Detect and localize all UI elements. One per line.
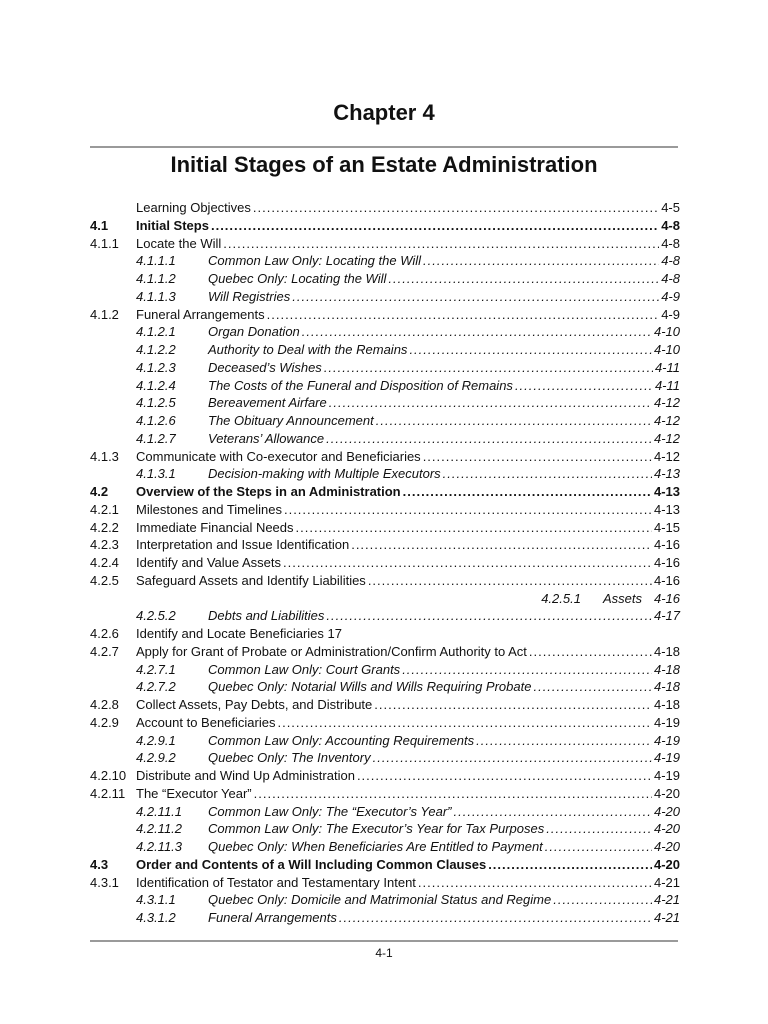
toc-entry[interactable] <box>90 270 680 288</box>
toc-entry-number: 4.1.3 <box>90 448 119 464</box>
toc-entry[interactable] <box>90 661 680 679</box>
toc-leader-dots <box>423 252 659 270</box>
toc-entry[interactable] <box>90 749 680 767</box>
page-number: 4-1 <box>375 946 393 960</box>
toc-entry[interactable] <box>90 235 680 253</box>
toc-entry[interactable] <box>90 554 680 572</box>
toc-leader-dots <box>423 448 652 466</box>
toc-entry[interactable] <box>90 288 680 306</box>
toc-entry[interactable] <box>90 714 680 732</box>
toc-entry[interactable] <box>90 359 680 377</box>
toc-entry-page: 4-20 <box>653 785 680 801</box>
toc-entry-number: 4.2.10 <box>90 768 127 783</box>
toc-entry-page: 4-20 <box>653 856 680 872</box>
toc-entry[interactable] <box>90 874 680 892</box>
toc-entry[interactable] <box>90 696 680 714</box>
toc-entry-title: Order and Contents of a Will Including Common Clauses <box>136 856 487 872</box>
toc-entry[interactable] <box>90 483 680 501</box>
toc-entry-number: 4.1.1.1 <box>136 253 176 269</box>
toc-leader-dots <box>476 732 652 750</box>
toc-leader-dots <box>283 554 652 572</box>
toc-entry-page: 4-19 <box>653 714 680 730</box>
toc-entry-number: 4.1.2 <box>90 306 119 322</box>
toc-entry[interactable] <box>90 856 680 874</box>
toc-entry-number: 4.3.1.1 <box>136 892 176 908</box>
toc-entry-title: Distribute and Wind Up Administration <box>136 768 355 783</box>
toc-leader-dots <box>409 341 652 359</box>
toc-entry-page: 4-8 <box>661 271 680 286</box>
toc-entry-page: 4-9 <box>661 288 680 304</box>
toc-leader-dots <box>223 235 659 253</box>
toc-entry-number: 4.2.11.2 <box>136 821 183 837</box>
toc-entry-number: 4.1.1 <box>90 235 119 251</box>
toc-entry[interactable] <box>90 607 680 625</box>
toc-entry-number: 4.1.1.3 <box>136 288 176 304</box>
toc-entry[interactable] <box>90 767 680 785</box>
toc-leader-dots <box>533 678 652 696</box>
toc-leader-dots <box>373 749 652 767</box>
toc-entry-page: 4-12 <box>653 413 680 428</box>
toc-leader-dots <box>376 412 652 430</box>
toc-entry-title: The “Executor Year” <box>136 785 252 801</box>
toc-entry[interactable] <box>90 448 680 466</box>
toc-entry-title: Quebec Only: When Beneficiaries Are Entitled to Payment <box>208 839 543 854</box>
bottom-divider <box>90 940 678 942</box>
toc-leader-dots <box>284 501 652 519</box>
toc-entry-page: 4-21 <box>653 910 680 925</box>
toc-entry-page: 4-12 <box>653 395 680 411</box>
toc-entry-number: 4.1.2.6 <box>136 413 176 428</box>
toc-entry-number: 4.1.2.2 <box>136 342 176 357</box>
toc-entry[interactable] <box>90 306 680 324</box>
toc-entry-title: Authority to Deal with the Remains <box>208 342 408 357</box>
toc-entry-page: 4-20 <box>653 839 680 854</box>
toc-entry-title: Initial Steps <box>136 217 209 233</box>
toc-entry[interactable] <box>90 572 680 590</box>
toc-entry-title: Deceased’s Wishes <box>208 359 322 375</box>
toc-entry-title: Learning Objectives <box>136 200 251 215</box>
toc-entry[interactable] <box>90 465 680 483</box>
toc-entry[interactable] <box>90 803 680 821</box>
toc-leader-dots <box>488 856 652 874</box>
toc-leader-dots <box>329 394 652 412</box>
toc-leader-dots <box>443 465 652 483</box>
toc-entry-title: Veterans’ Allowance <box>208 430 325 446</box>
toc-entry-title: Debts and Liabilities <box>208 608 325 624</box>
toc-entry-title: Quebec Only: The Inventory <box>208 750 371 766</box>
toc-entry-title: Common Law Only: The “Executor’s Year” <box>208 803 452 819</box>
toc-leader-dots <box>254 785 652 803</box>
toc-entry-number: 4.1.2.1 <box>136 324 176 340</box>
toc-entry-title: Bereavement Airfare <box>208 395 327 411</box>
toc-entry[interactable] <box>90 341 680 359</box>
toc-entry-page: 4-16 <box>653 572 680 588</box>
toc-leader-dots <box>211 217 659 235</box>
toc-entry-title: Milestones and Timelines <box>136 501 282 517</box>
toc-entry-page: 4-18 <box>653 643 680 659</box>
toc-entry[interactable] <box>90 909 680 927</box>
toc-leader-dots <box>357 767 652 785</box>
table-of-contents <box>90 199 680 927</box>
toc-leader-dots <box>292 288 659 306</box>
toc-entry-title: Common Law Only: Locating the Will <box>208 253 422 269</box>
toc-entry[interactable] <box>90 323 680 341</box>
toc-entry-page: 4-21 <box>653 892 680 908</box>
toc-entry[interactable] <box>90 217 680 235</box>
toc-entry[interactable] <box>90 678 680 696</box>
toc-leader-dots <box>388 270 659 288</box>
toc-entry-page: 4-11 <box>654 359 680 375</box>
toc-entry[interactable] <box>90 519 680 537</box>
toc-entry-title: Collect Assets, Pay Debts, and Distribute <box>136 697 373 712</box>
toc-entry-title: Identify and Locate Beneficiaries 17 <box>136 626 342 641</box>
toc-leader-dots <box>351 536 652 554</box>
toc-entry-page: 4-20 <box>653 803 680 819</box>
toc-entry[interactable] <box>90 785 680 803</box>
toc-entry-number: 4.2.11.1 <box>136 803 183 819</box>
toc-entry-number: 4.2.7.2 <box>136 679 176 695</box>
toc-leader-dots <box>545 838 652 856</box>
toc-entry-title: Safeguard Assets and Identify Liabilities <box>136 572 366 588</box>
toc-entry-number: 4.1.3.1 <box>136 466 176 482</box>
toc-entry-page: 4-18 <box>653 661 680 677</box>
toc-entry-page: 4-19 <box>653 750 680 766</box>
toc-leader-dots <box>402 661 652 679</box>
toc-entry[interactable] <box>90 430 680 448</box>
toc-entry-title: Assets <box>602 590 642 606</box>
toc-entry-title: Quebec Only: Domicile and Matrimonial Status and Regime <box>208 892 552 908</box>
toc-leader-dots <box>302 323 652 341</box>
toc-leader-dots <box>403 483 652 501</box>
toc-entry-page: 4-16 <box>653 555 680 570</box>
toc-entry-title: Account to Beneficiaries <box>136 714 276 730</box>
toc-entry-title: Decision-making with Multiple Executors <box>208 466 441 482</box>
toc-entry-page: 4-19 <box>653 768 680 783</box>
toc-entry-page: 4-16 <box>653 590 680 606</box>
toc-entry-number: 4.2.1 <box>90 501 119 517</box>
toc-entry-title: Organ Donation <box>208 324 300 340</box>
toc-entry[interactable] <box>90 820 680 838</box>
toc-entry-page: 4-17 <box>653 608 680 624</box>
toc-entry-page: 4-8 <box>661 253 680 269</box>
toc-entry-number: 4.2.7 <box>90 643 119 659</box>
toc-entry[interactable] <box>90 590 680 608</box>
toc-entry-number: 4.2.11.3 <box>136 839 183 854</box>
toc-entry-page: 4-13 <box>653 466 680 482</box>
toc-entry-title: Interpretation and Issue Identification <box>136 537 350 553</box>
toc-entry-number: 4.2 <box>90 484 109 499</box>
toc-leader-dots <box>324 359 653 377</box>
toc-entry-number: 4.2.11 <box>90 785 126 801</box>
toc-entry[interactable] <box>90 891 680 909</box>
toc-entry[interactable] <box>90 501 680 519</box>
toc-entry-title: Apply for Grant of Probate or Administration/Confirm Authority to Act <box>136 643 527 659</box>
toc-entry-number: 4.2.8 <box>90 697 119 712</box>
toc-entry-title: Common Law Only: Court Grants <box>208 661 401 677</box>
chapter-heading: Chapter 4 <box>333 100 435 125</box>
toc-leader-dots <box>277 714 652 732</box>
toc-leader-dots <box>368 572 652 590</box>
toc-entry[interactable] <box>90 412 680 430</box>
toc-entry-number: 4.2.3 <box>90 537 119 553</box>
toc-entry-number: 4.3.1 <box>90 874 119 890</box>
toc-entry-number: 4.2.9.2 <box>136 750 176 766</box>
toc-entry-page: 4-21 <box>653 874 680 890</box>
toc-leader-dots <box>546 820 652 838</box>
toc-entry-title: Identification of Testator and Testamentary Intent <box>136 874 416 890</box>
toc-entry-number: 4.2.9 <box>90 714 119 730</box>
toc-leader-dots <box>553 891 652 909</box>
toc-entry-page: 4-10 <box>653 324 680 340</box>
toc-entry-page: 4-9 <box>661 306 680 322</box>
toc-entry[interactable] <box>90 377 680 395</box>
toc-entry-page: 4-16 <box>653 537 680 553</box>
toc-entry-number: 4.2.5.2 <box>136 608 176 624</box>
toc-entry-number: 4.2.5.1 <box>541 590 581 606</box>
toc-entry-title: Common Law Only: The Executor’s Year for Tax Purposes <box>208 821 545 837</box>
toc-entry-page: 4-13 <box>653 484 680 499</box>
toc-entry-title: Funeral Arrangements <box>136 306 265 322</box>
toc-entry-page: 4-5 <box>661 200 680 215</box>
toc-entry-page: 4-19 <box>653 732 680 748</box>
toc-entry-title: Quebec Only: Locating the Will <box>208 271 387 286</box>
toc-leader-dots <box>253 199 659 217</box>
toc-leader-dots <box>339 909 652 927</box>
toc-entry-page: 4-8 <box>661 235 680 251</box>
toc-entry-page: 4-13 <box>653 501 680 517</box>
toc-entry-number: 4.2.7.1 <box>136 661 176 677</box>
toc-entry-page: 4-18 <box>653 679 680 695</box>
toc-entry-number: 4.1.1.2 <box>136 271 176 286</box>
toc-entry-number: 4.1.2.4 <box>136 377 176 393</box>
page-title: Initial Stages of an Estate Administration <box>170 152 598 177</box>
toc-leader-dots <box>267 306 660 324</box>
toc-entry[interactable] <box>90 536 680 554</box>
toc-entry-number: 4.3.1.2 <box>136 910 176 925</box>
toc-entry-title: Funeral Arrangements <box>208 910 337 925</box>
toc-leader-dots <box>529 643 652 661</box>
toc-leader-dots <box>326 430 652 448</box>
toc-entry-page: 4-18 <box>653 697 680 712</box>
toc-entry[interactable] <box>90 838 680 856</box>
toc-entry-page: 4-11 <box>654 377 680 393</box>
toc-entry-number: 4.2.6 <box>90 626 119 641</box>
toc-entry[interactable] <box>90 199 680 217</box>
toc-leader-dots <box>454 803 652 821</box>
toc-entry-title: Overview of the Steps in an Administration <box>136 484 401 499</box>
toc-entry-title: Will Registries <box>208 288 291 304</box>
toc-entry-number: 4.1.2.7 <box>136 430 176 446</box>
toc-entry[interactable] <box>90 625 680 643</box>
toc-entry-title: The Obituary Announcement <box>208 413 374 428</box>
toc-entry-page: 4-15 <box>653 519 680 535</box>
toc-entry-number: 4.1.2.3 <box>136 359 176 375</box>
toc-entry[interactable] <box>90 394 680 412</box>
toc-entry-number: 4.2.4 <box>90 555 119 570</box>
toc-entry-title: Quebec Only: Notarial Wills and Wills Requiring Probate <box>208 679 532 695</box>
toc-entry-page: 4-10 <box>653 342 680 357</box>
top-divider <box>90 146 678 148</box>
toc-entry-page: 4-12 <box>653 430 680 446</box>
toc-entry[interactable] <box>90 643 680 661</box>
toc-entry-page: 4-20 <box>653 821 680 837</box>
toc-leader-dots <box>418 874 652 892</box>
toc-entry-page: 4-12 <box>653 448 680 464</box>
toc-entry-number: 4.1 <box>90 217 109 233</box>
toc-entry[interactable] <box>90 252 680 270</box>
toc-entry-title: Identify and Value Assets <box>136 555 282 570</box>
toc-entry[interactable] <box>90 732 680 750</box>
toc-entry-title: The Costs of the Funeral and Disposition of Remains <box>208 377 513 393</box>
toc-leader-dots <box>326 607 652 625</box>
toc-entry-number: 4.2.9.1 <box>136 732 176 748</box>
toc-entry-number: 4.3 <box>90 856 109 872</box>
toc-leader-dots <box>515 377 653 395</box>
toc-entry-title: Locate the Will <box>136 235 222 251</box>
toc-entry-title: Communicate with Co-executor and Beneficiaries <box>136 448 421 464</box>
toc-entry-number: 4.2.5 <box>90 572 119 588</box>
toc-leader-dots <box>374 696 652 714</box>
toc-leader-dots <box>296 519 652 537</box>
toc-entry-title: Immediate Financial Needs <box>136 519 294 535</box>
toc-entry-number: 4.1.2.5 <box>136 395 176 411</box>
toc-entry-page: 4-8 <box>661 217 680 233</box>
toc-entry-number: 4.2.2 <box>90 519 119 535</box>
toc-entry-title: Common Law Only: Accounting Requirements <box>208 732 475 748</box>
